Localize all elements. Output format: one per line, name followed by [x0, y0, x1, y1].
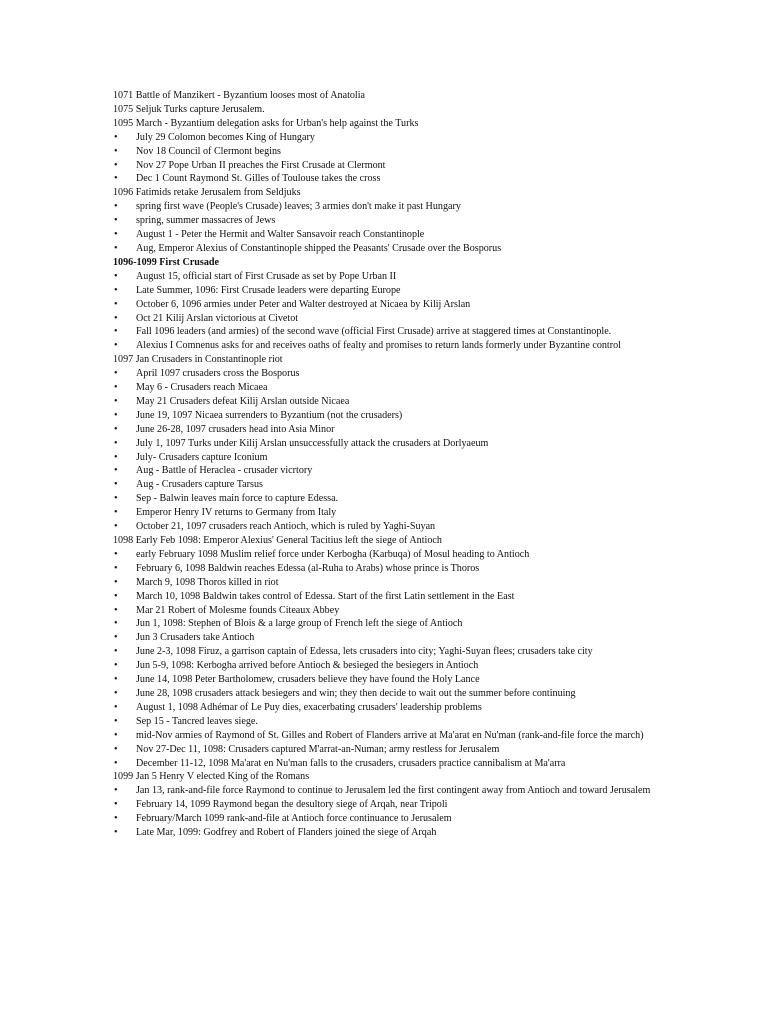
section-heading: 1096-1099 First Crusade [113, 256, 219, 268]
timeline-bullet-item [113, 757, 658, 771]
bullet-icon: • [114, 632, 118, 644]
timeline-bullet-item [113, 631, 658, 645]
bullet-icon: • [114, 687, 118, 699]
timeline-item-text: mid-Nov armies of Raymond of St. Gilles and Robert of Flanders arrive at Ma'arat en Nu'man (rank-and-file force the march) [136, 729, 644, 741]
timeline-bullet-item [113, 172, 658, 186]
timeline-year-entry: 1099 Jan 5 Henry V elected King of the Romans [113, 771, 310, 783]
bullet-icon: • [114, 604, 118, 616]
timeline-item-text: February/March 1099 rank-and-file at Antioch force continuance to Jerusalem [136, 813, 452, 825]
timeline-item-text: Dec 1 Count Raymond St. Gilles of Toulouse takes the cross [136, 173, 381, 185]
timeline-bullet-item [113, 701, 658, 715]
timeline-item-text: spring first wave (People's Crusade) leaves; 3 armies don't make it past Hungary [136, 201, 461, 213]
timeline-item-text: Jun 5-9, 1098: Kerbogha arrived before Antioch & besieged the besiegers in Antioch [136, 660, 479, 672]
timeline-bullet-item [113, 743, 658, 757]
timeline-bullet-item [113, 381, 658, 395]
timeline-item-text: Late Summer, 1096: First Crusade leaders were departing Europe [136, 284, 401, 296]
timeline-item-text: Nov 27-Dec 11, 1098: Crusaders captured M'arrat-an-Numan; army restless for Jerusalem [136, 743, 500, 755]
timeline-item-text: Jun 3 Crusaders take Antioch [136, 632, 255, 644]
timeline-bullet-item [113, 576, 658, 590]
bullet-icon: • [114, 813, 118, 825]
bullet-icon: • [114, 660, 118, 672]
timeline-item-text: July 29 Colomon becomes King of Hungary [136, 131, 315, 143]
timeline-item-text: Aug - Crusaders capture Tarsus [136, 479, 263, 491]
bullet-icon: • [114, 242, 118, 254]
bullet-icon: • [114, 312, 118, 324]
timeline-year-entry: 1096 Fatimids retake Jerusalem from Seldjuks [113, 187, 301, 199]
timeline-bullet-item [113, 492, 658, 506]
timeline-item-text: May 6 - Crusaders reach Micaea [136, 382, 268, 394]
bullet-icon: • [114, 590, 118, 602]
timeline-bullet-item [113, 423, 658, 437]
bullet-icon: • [114, 159, 118, 171]
bullet-icon: • [114, 229, 118, 241]
timeline-bullet-item [113, 826, 658, 840]
timeline-bullet-item [113, 812, 658, 826]
bullet-icon: • [114, 173, 118, 185]
bullet-icon: • [114, 423, 118, 435]
timeline-item-text: Fall 1096 leaders (and armies) of the second wave (official First Crusade) arrive at staggered times at Constantinople. [136, 326, 612, 338]
timeline-item-text: June 19, 1097 Nicaea surrenders to Byzantium (not the crusaders) [136, 409, 403, 421]
bullet-icon: • [114, 576, 118, 588]
document-body [113, 89, 658, 840]
bullet-icon: • [114, 409, 118, 421]
bullet-icon: • [114, 674, 118, 686]
timeline-item-text: June 26-28, 1097 crusaders head into Asia Minor [136, 423, 335, 435]
bullet-icon: • [114, 298, 118, 310]
bullet-icon: • [114, 465, 118, 477]
timeline-item-text: Jan 13, rank-and-file force Raymond to continue to Jerusalem led the first contingent away from Antioch and toward Jerusalem [136, 785, 651, 797]
timeline-bullet-item [113, 548, 658, 562]
timeline-bullet-item [113, 242, 658, 256]
bullet-icon: • [114, 743, 118, 755]
timeline-item-text: August 15, official start of First Crusade as set by Pope Urban II [136, 270, 397, 282]
timeline-item-text: March 9, 1098 Thoros killed in riot [136, 576, 279, 588]
timeline-item-text: February 14, 1099 Raymond began the desultory siege of Arqah, near Tripoli [136, 799, 448, 811]
timeline-bullet-item [113, 784, 658, 798]
bullet-icon: • [114, 395, 118, 407]
timeline-bullet-item [113, 604, 658, 618]
timeline-bullet-item [113, 437, 658, 451]
timeline-item-text: early February 1098 Muslim relief force under Kerbogha (Karbuqa) of Mosul heading to Antioch [136, 548, 530, 560]
timeline-bullet-item [113, 298, 658, 312]
bullet-icon: • [114, 284, 118, 296]
timeline-year-entry: 1071 Battle of Manzikert - Byzantium looses most of Anatolia [113, 90, 366, 101]
timeline-item-text: Nov 18 Council of Clermont begins [136, 145, 281, 157]
timeline-item-text: June 28, 1098 crusaders attack besiegers and win; they then decide to wait out the summer before continuing [136, 687, 576, 699]
timeline-bullet-item [113, 367, 658, 381]
timeline-bullet-item [113, 395, 658, 409]
timeline-bullet-item [113, 617, 658, 631]
bullet-icon: • [114, 368, 118, 380]
timeline-bullet-item [113, 228, 658, 242]
timeline-bullet-item [113, 687, 658, 701]
bullet-icon: • [114, 493, 118, 505]
timeline-item-text: August 1 - Peter the Hermit and Walter Sansavoir reach Constantinople [136, 229, 425, 241]
timeline-bullet-item [113, 520, 658, 534]
timeline-item-text: August 1, 1098 Adhémar of Le Puy dies, exacerbating crusaders' leadership problems [136, 701, 482, 713]
bullet-icon: • [114, 799, 118, 811]
timeline-item-text: December 11-12, 1098 Ma'arat en Nu'man falls to the crusaders, crusaders practice cannibalism at Ma'arra [136, 757, 566, 769]
bullet-icon: • [114, 827, 118, 839]
timeline-bullet-item [113, 562, 658, 576]
timeline-bullet-item [113, 284, 658, 298]
timeline-item-text: Mar 21 Robert of Molesme founds Citeaux Abbey [136, 604, 340, 616]
timeline-bullet-item [113, 464, 658, 478]
timeline-item-text: Aug, Emperor Alexius of Constantinople shipped the Peasants' Crusade over the Bosporus [136, 242, 502, 254]
timeline-item-text: July 1, 1097 Turks under Kilij Arslan unsuccessfully attack the crusaders at Dorlyaeum [136, 437, 489, 449]
timeline-year-entry: 1097 Jan Crusaders in Constantinople riot [113, 354, 283, 366]
timeline-item-text: February 6, 1098 Baldwin reaches Edessa (al-Ruha to Arabs) whose prince is Thoros [136, 562, 480, 574]
timeline-bullet-item [113, 145, 658, 159]
timeline-item-text: October 6, 1096 armies under Peter and Walter destroyed at Nicaea by Kilij Arslan [136, 298, 471, 310]
timeline-bullet-item [113, 478, 658, 492]
bullet-icon: • [114, 521, 118, 533]
bullet-icon: • [114, 131, 118, 143]
timeline-item-text: March 10, 1098 Baldwin takes control of Edessa. Start of the first Latin settlement in the East [136, 590, 515, 602]
timeline-item-text: Jun 1, 1098: Stephen of Blois & a large group of French left the siege of Antioch [136, 618, 463, 630]
timeline-bullet-item [113, 339, 658, 353]
timeline-bullet-item [113, 645, 658, 659]
timeline-bullet-item [113, 159, 658, 173]
timeline-bullet-item [113, 214, 658, 228]
timeline-bullet-item [113, 200, 658, 214]
timeline-item-text: June 14, 1098 Peter Bartholomew, crusaders believe they have found the Holy Lance [136, 674, 480, 686]
timeline-item-text: Late Mar, 1099: Godfrey and Robert of Flanders joined the siege of Arqah [136, 827, 437, 839]
timeline-bullet-item [113, 590, 658, 604]
timeline-bullet-item [113, 409, 658, 423]
bullet-icon: • [114, 326, 118, 338]
timeline-bullet-item [113, 715, 658, 729]
timeline-bullet-item [113, 312, 658, 326]
timeline-bullet-item [113, 673, 658, 687]
bullet-icon: • [114, 548, 118, 560]
timeline-bullet-item [113, 270, 658, 284]
bullet-icon: • [114, 270, 118, 282]
bullet-icon: • [114, 201, 118, 213]
timeline-item-text: July- Crusaders capture Iconium [136, 451, 268, 463]
timeline-item-text: Sep - Balwin leaves main force to capture Edessa. [136, 493, 339, 505]
bullet-icon: • [114, 340, 118, 352]
timeline-item-text: Nov 27 Pope Urban II preaches the First Crusade at Clermont [136, 159, 386, 171]
bullet-icon: • [114, 785, 118, 797]
timeline-item-text: April 1097 crusaders cross the Bosporus [136, 368, 300, 380]
timeline-item-text: Alexius I Comnenus asks for and receives oaths of fealty and promises to return lands formerly under Byzantine control [136, 340, 621, 352]
bullet-icon: • [114, 757, 118, 769]
bullet-icon: • [114, 701, 118, 713]
timeline-bullet-item [113, 131, 658, 145]
timeline-year-entry: 1098 Early Feb 1098: Emperor Alexius' General Tacitius left the siege of Antioch [113, 535, 442, 546]
bullet-icon: • [114, 562, 118, 574]
timeline-bullet-item [113, 325, 658, 339]
timeline-item-text: Sep 15 - Tancred leaves siege. [136, 715, 258, 727]
timeline-item-text: spring, summer massacres of Jews [136, 215, 276, 227]
timeline-year-entry: 1095 March - Byzantium delegation asks for Urban's help against the Turks [113, 117, 419, 129]
bullet-icon: • [114, 729, 118, 741]
timeline-bullet-item [113, 729, 658, 743]
bullet-icon: • [114, 618, 118, 630]
bullet-icon: • [114, 715, 118, 727]
bullet-icon: • [114, 479, 118, 491]
timeline-item-text: May 21 Crusaders defeat Kilij Arslan outside Nicaea [136, 395, 350, 407]
bullet-icon: • [114, 451, 118, 463]
timeline-item-text: Emperor Henry IV returns to Germany from Italy [136, 507, 337, 519]
timeline-year-entry: 1075 Seljuk Turks capture Jerusalem. [113, 103, 265, 115]
bullet-icon: • [114, 646, 118, 658]
timeline-item-text: June 2-3, 1098 Firuz, a garrison captain of Edessa, lets crusaders into city; Yaghi-Suyan flees; crusaders take city [136, 646, 593, 658]
bullet-icon: • [114, 437, 118, 449]
bullet-icon: • [114, 382, 118, 394]
bullet-icon: • [114, 215, 118, 227]
bullet-icon: • [114, 507, 118, 519]
timeline-item-text: Aug - Battle of Heraclea - crusader vicrtory [136, 465, 313, 477]
timeline-bullet-item [113, 659, 658, 673]
timeline-item-text: Oct 21 Kilij Arslan victorious at Civetot [136, 312, 299, 324]
timeline-item-text: October 21, 1097 crusaders reach Antioch, which is ruled by Yaghi-Suyan [136, 521, 436, 533]
timeline-bullet-item [113, 798, 658, 812]
timeline-bullet-item [113, 506, 658, 520]
timeline-bullet-item [113, 451, 658, 465]
bullet-icon: • [114, 145, 118, 157]
